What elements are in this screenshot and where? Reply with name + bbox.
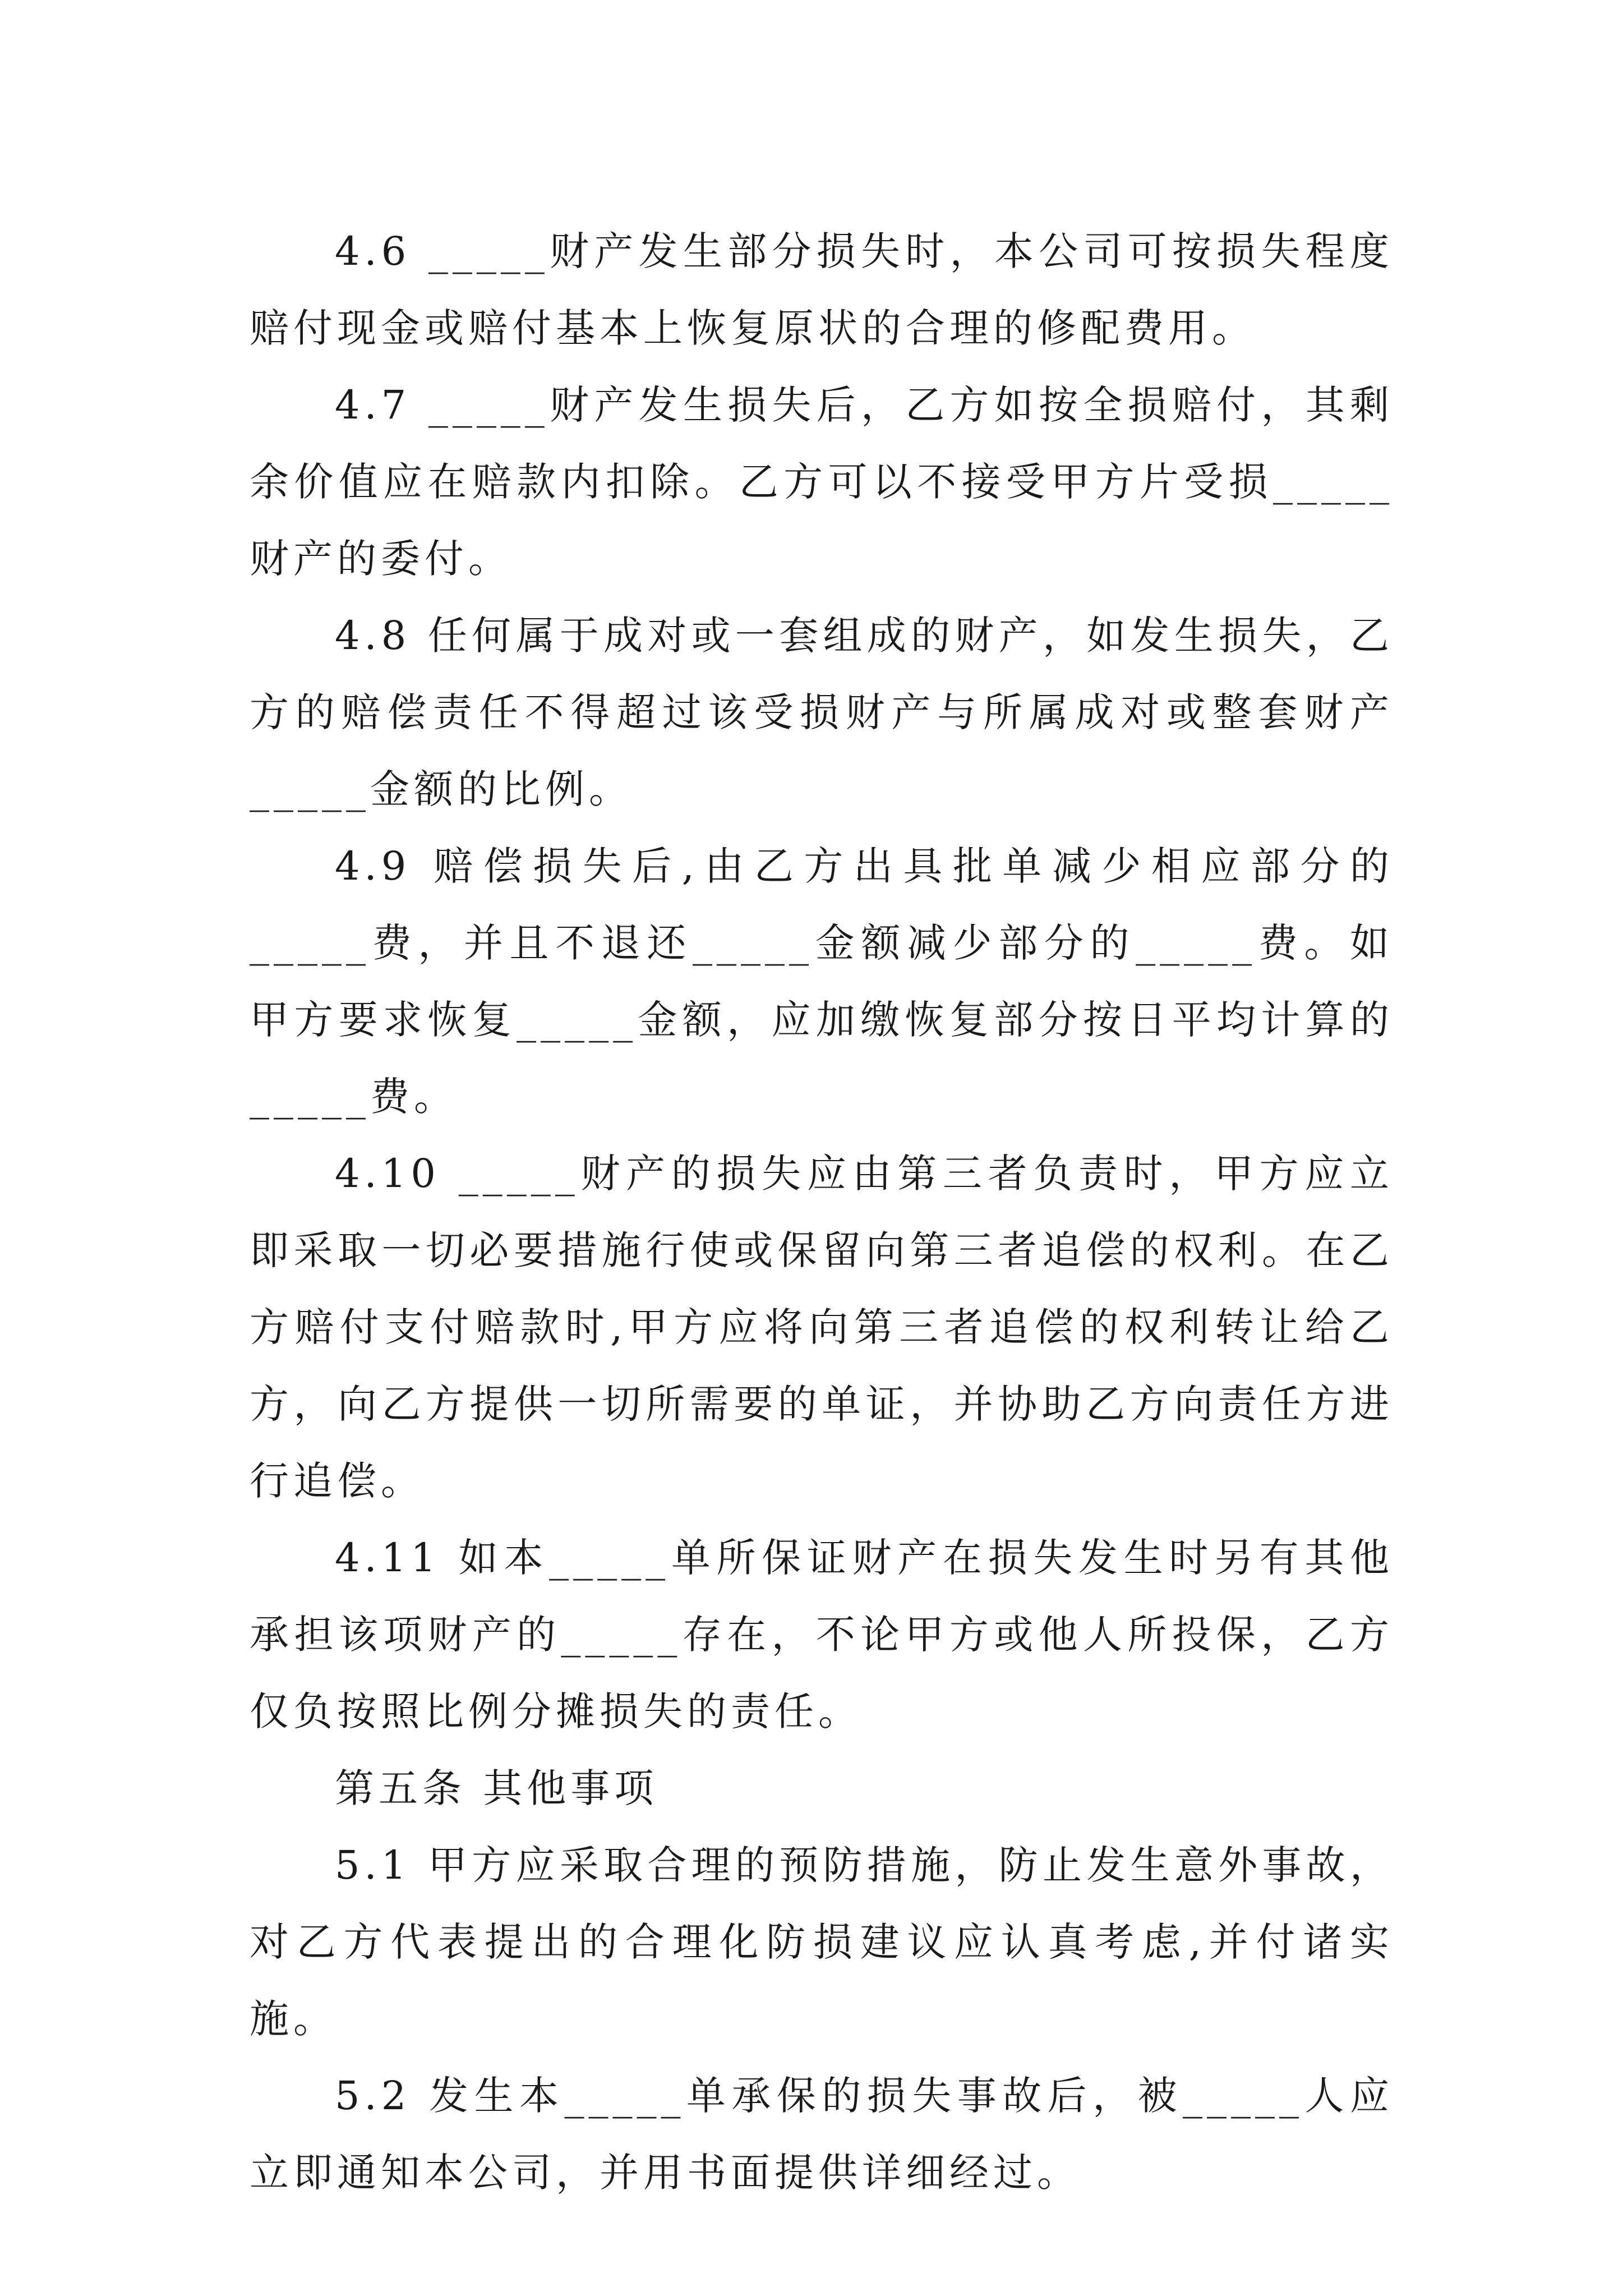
clause-4-11: 4.11 如本_____单所保证财产在损失发生时另有其他承担该项财产的_____存在，不论甲方或他人所投保，乙方仅负按照比例分摊损失的责任。 <box>250 1535 1394 1734</box>
clause-4-7: 4.7 _____财产发生损失后，乙方如按全损赔付，其剩余价值应在赔款内扣除。乙方可以不接受甲方片受损_____财产的委付。 <box>250 382 1394 582</box>
clause-5-2: 5.2 发生本_____单承保的损失事故后，被_____人应立即通知本公司，并用书面提供详细经过。 <box>250 2073 1394 2196</box>
section-heading-article-5: 第五条 其他事项 <box>335 1765 658 1811</box>
document-body <box>250 213 1394 2211</box>
clause-4-6: 4.6 _____财产发生部分损失时，本公司可按损失程度赔付现金或赔付基本上恢复原状的合理的修配费用。 <box>250 228 1394 351</box>
clause-4-10: 4.10 _____财产的损失应由第三者负责时，甲方应立即采取一切必要措施行使或保留向第三者追偿的权利。在乙方赔付支付赔款时,甲方应将向第三者追偿的权利转让给乙方，向乙方提供一切所需要的单证，并协助乙方向责任方进行追偿。 <box>250 1151 1394 1504</box>
clause-5-1: 5.1 甲方应采取合理的预防措施，防止发生意外事故，对乙方代表提出的合理化防损建议应认真考虑,并付诸实施。 <box>250 1842 1394 2042</box>
clause-4-8: 4.8 任何属于成对或一套组成的财产，如发生损失，乙方的赔偿责任不得超过该受损财产与所属成对或整套财产_____金额的比例。 <box>250 613 1394 812</box>
clause-4-9: 4.9 赔偿损失后,由乙方出具批单减少相应部分的_____费，并且不退还_____金额减少部分的_____费。如甲方要求恢复_____金额，应加缴恢复部分按日平均计算的_____费。 <box>250 843 1394 1120</box>
